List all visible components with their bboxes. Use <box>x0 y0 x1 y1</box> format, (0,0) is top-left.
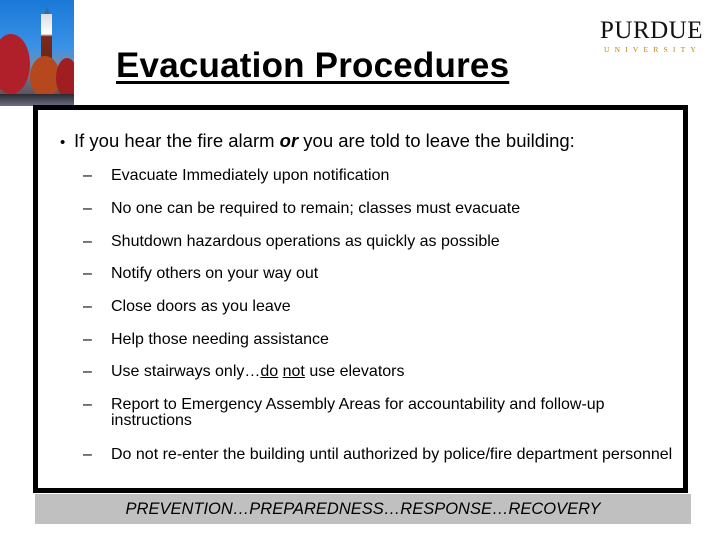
tree-red-right <box>56 58 74 98</box>
list-item: – Notify others on your way out <box>83 265 319 282</box>
underline-do: do <box>260 363 279 380</box>
logo-subtitle: UNIVERSITY <box>604 45 701 54</box>
dash-icon: – <box>83 446 92 463</box>
underline-not: not <box>282 363 305 380</box>
footer-band: PREVENTION…PREPAREDNESS…RESPONSE…RECOVERY <box>35 494 691 524</box>
list-item: – No one can be required to remain; classes must evacuate <box>83 200 521 217</box>
list-item: – Evacuate Immediately upon notification <box>83 167 390 184</box>
list-item: – Use stairways only…do not use elevators <box>83 363 405 380</box>
list-item: – Help those needing assistance <box>83 331 329 348</box>
dash-icon: – <box>83 396 92 413</box>
list-item: – Close doors as you leave <box>83 298 291 315</box>
list-item: – Do not re-enter the building until authorized by police/fire department personnel <box>83 446 673 463</box>
dash-icon: – <box>83 363 92 380</box>
logo-wordmark: PURDUE <box>600 17 704 44</box>
dash-icon: – <box>83 200 92 217</box>
dash-icon: – <box>83 331 92 348</box>
bullet-icon: • <box>60 134 66 151</box>
lead-bullet: • If you hear the fire alarm or you are told to leave the building: <box>60 130 575 151</box>
dash-icon: – <box>83 298 92 315</box>
list-item: – Shutdown hazardous operations as quickly as possible <box>83 233 500 250</box>
list-item: – Report to Emergency Assembly Areas for accountability and follow-up instructions <box>83 396 605 429</box>
dash-icon: – <box>83 233 92 250</box>
tree-red <box>0 34 30 94</box>
campus-photo <box>0 0 74 106</box>
content-box <box>33 105 688 493</box>
purdue-logo <box>600 17 704 56</box>
dash-icon: – <box>83 167 92 184</box>
page-title: Evacuation Procedures <box>116 46 510 85</box>
emphasis-or: or <box>279 130 299 151</box>
dash-icon: – <box>83 265 92 282</box>
